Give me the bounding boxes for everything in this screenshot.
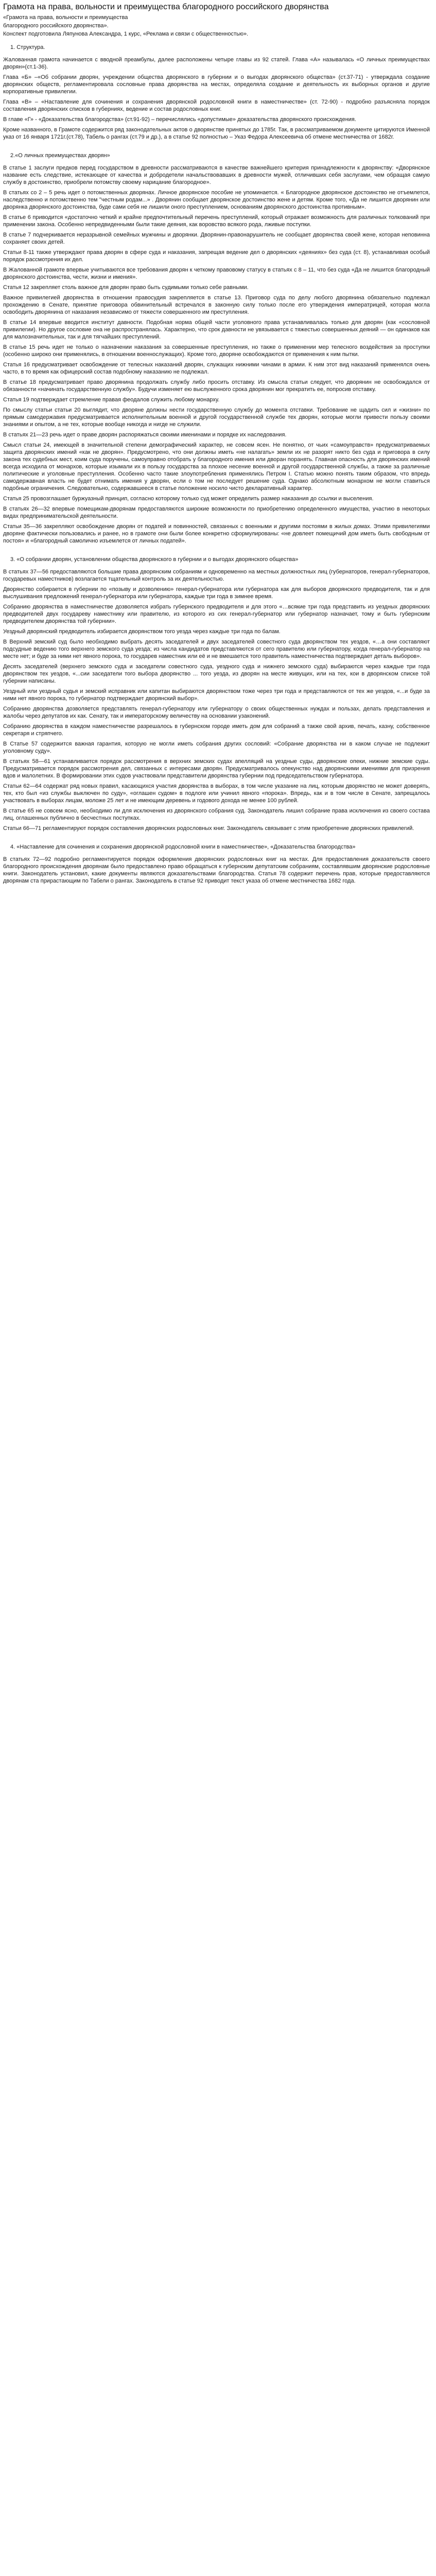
paragraph: Дворянство собирается в губернии по «позыву и дозволению» генерал-губернатора или губернатора как для выборов дворянского предводителя, так и для выслушивания предложений генерал-губернатора или губернатора, каждые три года в зимнее время. <box>3 586 430 600</box>
paragraph: Кроме названного, в Грамоте содержится ряд законодательных актов о дворянстве принятых до 1785г. Так, в рассматриваемом документе цитируются Именной указ от 16 января 1721г.(ст.78), Табель о рангах (ст.79 и др.), а в статье 92 полностью – Указ Федора Алексеевича об отмене местничества от 1682г. <box>3 127 430 140</box>
paragraph: В главе «Г» - «Доказательства благородства» (ст.91-92) – перечислялись «допустимые» доказательства дворянского происхождения. <box>3 116 356 123</box>
paragraph: Уездный дворянский предводитель избирается дворянством того уезда через каждые три года по балам. <box>3 629 281 635</box>
paragraph: Статья 16 предусматривает освобождение от телесных наказаний дворян, служащих нижними чинами в армии. К ним этот вид наказаний применялся очень часто, в то время как офицерский состав подобному наказанию не подлежал. <box>3 362 430 375</box>
paragraph: В статьях 37—56 предоставляются большие права дворянским собраниям и одновременно на местных должностных лиц (губернаторов, генерал-губернаторов, государевых наместников) возлагается тщательный контроль за их деятельностью. <box>3 569 430 582</box>
paragraph: Статьи 62—64 содержат ряд новых правил, касающихся участия дворянства в выборах, в том числе указание на лиц, которым дворянство не может доверять, тех, кто был «из службы выключен по суду», «оглашен судом» в подлоге или учинил явного «порока». Впредь, как и в том числе в Сенате, запрещалось участвовать в выборах лицам, моложе 25 лет и не имеющим деревень и годового дохода не менее 100 рублей. <box>3 783 430 804</box>
paragraph: В Верхний земский суд было необходимо выбрать десять заседателей и двух заседателей совестного суда дворянством тех уездов, «…а они составляют подсудные ведению того верхнего земского суда уезда; из числа кандидатов представляются от сего правителю или губернатору, когда генерал-губернатор на месте нет; и буде за ними нет явного порока, то государев наместник или её и не вмешается того правитель наместничества подтверждает деталь выборов». <box>3 639 430 659</box>
paragraph: Статья 25 провозглашает буржуазный принцип, согласно которому только суд может определить размер наказания до ссылки и выселения. <box>3 496 374 502</box>
section-heading: 3. «О собрании дворян, установлении общества дворянского в губернии и о выгодах дворянского общества» <box>10 556 299 563</box>
paragraph: Важное привилегией дворянства в отношении правосудия закрепляется в статье 13. Приговор суда по делу любого дворянина обязательно подлежал прохождению в Сенате, принятие приговора обвинительный встречался в законную силу только после его утверждения императрицей, которая могла освободить дворянина от наказания независимо от тяжести совершенного им преступления. <box>3 295 430 315</box>
paragraph: Собранию дворянства дозволяется представлять генерал-губернатору или губернатору о своих общественных нуждах и пользах, делать представления и жалобы через депутатов их как. Сенату, так и императорскому величеству на основании узаконений. <box>3 706 430 719</box>
section-heading: 4. «Наставление для сочинения и сохранения дворянской родословной книги в наместничестве», «Доказательства благородства» <box>10 844 356 850</box>
paragraph: В статье 1 заслуги предков перед государством в древности рассматриваются в качестве важнейшего критерия принадлежности к дворянству: «Дворянское название есть следствие, истекающее от качества и добродетели начальствовавших в древности мужей, отличивших себя заслугами, чем обращая самую службу в достоинство, приобрели потомству своему нарицание благородное». <box>3 165 430 185</box>
paragraph: Собранию дворянства в наместничестве дозволяется избрать губернского предводителя и для этого «…всякие три года представить из уездных дворянских предводителей двух государеву наместнику или правителю, из которого из сих генерал-губернатор или губернатор назначает, тому и быть губернским предводителем дворянства той губернии». <box>3 604 430 624</box>
paragraph: В статье 18 предусматривает право дворянина продолжать службу либо просить отставку. Из смысла статьи следует, что дворянин не освобождался от обязанности «начинать государственную службу». Будучи изменяет ею выслуженного срока дворянин мог прекратить ее, попросив отставку. <box>3 379 430 393</box>
paragraph: В статьях 72—92 подробно регламентируется порядок оформления дворянских родословных книг на местах. Для предоставления доказательств своего благородного происхождения дворянам было предоставлено право обращаться к губернским депутатским собраниям, составлявшим дворянские родословные книги. Законодатель установил, какие документы являются доказательствами благородства. Статья 78 содержит перечень прав, которые предоставляются дворянам ста прирастающим по Табели о рангах. Законодатель в статье 92 приводит текст указа об отмене местничества 1682 года. <box>3 856 430 884</box>
document <box>0 0 436 892</box>
paragraph: В статье 14 впервые вводится институт давности. Подобная норма общей части уголовного права устанавливалась только для дворян (как «сословной привилегии). Но другое сословие она не распространялась. Характерно, что срок давности не увязывается с тяжестью совершенных деяний — он одинаков как для малозначительных, так и для тягчайших преступлений. <box>3 319 430 340</box>
paragraph: Статьи 35—36 закрепляют освобождение дворян от податей и повинностей, связанных с военными и другими постоями в жилых домах. Этими привилегиями дворяне фактически пользовались и ранее, но в грамоте они были более конкретно сформулированы: «не довлеет помещичий дом иметь быть свободным от постоя» и «благородный самолично изъемлется от личных податей». <box>3 523 430 544</box>
paragraph: В статье 15 речь идет не только о назначении наказания за совершенные преступления, но также о применении мер телесного воздействия за проступки (особенно широко они применялись, в отношении военнослужащих). Кроме того, дворяне освобождаются от применения к ним пытки. <box>3 344 430 358</box>
paragraph: Жалованная грамота начинается с вводной преамбулы, далее расположены четыре главы из 92 статей. Глава «А» называлась «О личных преимуществах дворян»(ст.1-36). <box>3 57 430 70</box>
paragraph: Собранию дворянства в каждом наместничестве разрешалось в губернском городе иметь дом для собраний а также свой архив, печать, казну, собственное секретаря и стряпчего. <box>3 723 430 737</box>
paragraph: Смысл статьи 24, имеющей в значительной степени демографический характер, не совсем ясен. Не понятно, от чьих «самоуправств» предусматриваемых защита дворянских имений «как не дворян». Предусмотрено, что они должны иметь «не налагать» земли их не разорят никто без суда и приговора в силу закона тех судебных мест, коим суда поручены, самоуправно отобрать у благородного имения или дворан поранять. Главная опасность для дворянских имений всегда исходила от монархов, которые изымали их в пользу государства за плохое несение военной и другой государственной службы, а также за различные политические и уголовные преступления. Особенно часто такие злоупотребления применялись Петром I. Статью можно понять таким образом, что впредь самодержавная власть не будет отнимать имения у дворян, если о том не последует решение суда. Однако абсолютным монархом не могли ставиться подобные ограничения. Следовательно, содержавшееся в статье положение носило чисто декларативный характер. <box>3 442 430 492</box>
document-body <box>3 44 430 885</box>
paragraph: Уездный или уездный судья и земский исправник или капитан выбираются дворянством тоже через три года и представляются от тех же уездов, «...и буде за ними нет явного порока, то губернатор подтверждает дворянский выбор». <box>3 688 430 702</box>
paragraph: Глава «В» – «Наставление для сочинения и сохранения дворянской родословной книги в наместничестве» (ст. 72-90) - подробно разъясняла порядок составления дворянских списков в губерниях, ведение и состав родословных книг. <box>3 99 430 112</box>
paragraph: Статьи 8-11 также утверждают права дворян в сфере суда и наказания, запрещая ведение дел о дворянских «деяниях» без суда (ст. 8), устанавливая особый порядок рассмотрения их дел. <box>3 249 430 263</box>
paragraph: Статья 12 закрепляет столь важное для дворян право быть судимыми только себе равными. <box>3 284 249 291</box>
paragraph: В статьях 21—23 речь идет о праве дворян распоряжаться своими именинами и порядке их наследования. <box>3 432 287 438</box>
section-heading: 2.«О личных преимуществах дворян» <box>10 152 110 159</box>
paragraph: В Статье 57 содержится важная гарантия, которую не могли иметь собрания других сословий: «Собрание дворянства ни в каком случае не подлежит уголовному суду». <box>3 741 430 754</box>
paragraph: В статье 65 не совсем ясно, необходимо ли для исключения из дворянского собрания суд. Законодатель лишил собрание права исключения из своего состава лиц, оглашенных публично в бесчестных поступках. <box>3 808 430 821</box>
paragraph: В статье 7 подчеркивается неразрывной семейных мужчины и дворянки. Дворянин-правонарушитель не сообщает дворянства своей жене, которая неповинна сохраняет своих детей. <box>3 232 430 245</box>
document-title: Грамота на права, вольности и преимущества благородного российского дворянства <box>3 3 329 11</box>
subtitle-line: благородного российского дворянства». <box>3 23 109 29</box>
paragraph: В статьях 58—61 устанавливается порядок рассмотрения в верхних земских судах апелляций на уездные суды, дворянские опеки, нижние земские суды. Предусматривается порядок рассмотрения дел, связанных с интересами дворян. Предусматривалось опекунство над дворянскими имениями для призрения вдов и малолетних. В формировании этих судов участвовали представители дворянства губернии под председательством губернатора. <box>3 758 430 779</box>
paragraph: В Жалованной грамоте впервые учитываются все требования дворян к четкому правовому статусу в статьях с 8 – 11, что без суда «Да не лишится благородный дворянского достоинства, чести, жизни и имения». <box>3 267 430 280</box>
paragraph: Глава «Б» –«Об собрании дворян, учреждении общества дворянского в губернии и о выгодах дворянского общества» (ст.37-71) - утверждала создание дворянских обществ, регламентировала сословные права дворянства на местах, определяла создание и деятельность их выборных органов и другие корпоративные привилегии. <box>3 74 430 95</box>
subtitle-line: «Грамота на права, вольности и преимущества <box>3 14 128 21</box>
paragraph: Статьи 66—71 регламентируют порядок составления дворянских родословных книг. Законодатель связывает с этим приобретение дворянских привилегий. <box>3 825 414 832</box>
paragraph: В статье 6 приводится «достаточно четкий и крайне предпочтительный перечень преступлений, который отражает возможность для различных толкований при применении закона. Особенно непредвиденными были такие деяния, как воровство всякого рода, лживые поступки. <box>3 214 430 228</box>
paragraph: По смыслу статьи статьи 20 выглядит, что дворяне должны нести государственную службу до момента отставки. Требование не щадить сил и «жизни» по прямым самодержавия предусматривается исполнительным военной и другой государственной службе тех дворян, которые могли привести пользу своими знаниями и опытом, а не тех, которые вообще никогда и нигде не служили. <box>3 407 430 428</box>
paragraph: В статьях 26—32 впервые помещикам-дворянам предоставляются широкие возможности по приобретению определенного имущества, участию в некоторых видах предпринимательской деятельности. <box>3 506 430 519</box>
paragraph: Статья 19 подтверждает стремление правая феодалов служить любому монарху. <box>3 397 220 403</box>
author-line: Конспект подготовила Ляпунова Александра, 1 курс, «Реклама и связи с общественностью». <box>3 31 249 37</box>
paragraph: В статьях со 2 – 5 речь идет о потомственных дворянах. Личное дворянское пособие не упоминается. « Благородное дворянское достоинство не отъемлется, наследственно и потомственно тем "честным родам...» . Дворянин сообщает дворянское достоинство жене и детям. Кроме того, «Да не лишится дворянин или дворянка дворянского достоинства, буде сами себя не лишили оного преступлением, основаниям дворянского достоинства противным». <box>3 190 430 210</box>
section-heading: 1. Структура. <box>10 44 45 50</box>
paragraph: Десять заседателей (верхнего земского суда и заседатели совестного суда, уездного суда и нижнего земского суда) выбираются через каждые три года дворянством тех уездов, «...сии заседатели того выбора дворянство ... того уезда, из дворян на месте живущих, или на тех, кои в дворянском списке той губернии написаны. <box>3 664 430 684</box>
